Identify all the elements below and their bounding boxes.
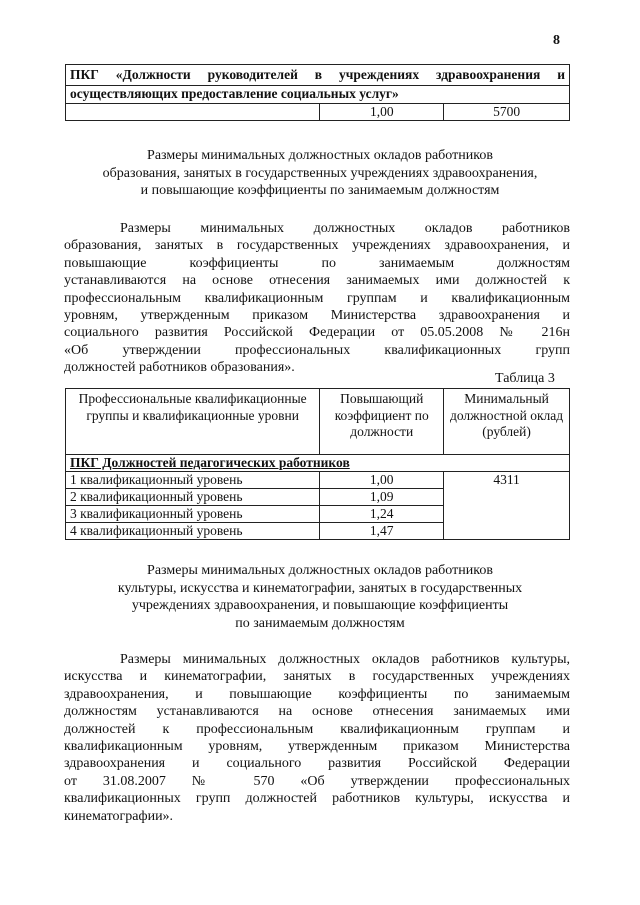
section2-paragraph-line: здравоохранения и социального развития Российской Федерации <box>64 756 570 772</box>
table3-row-level: 3 квалификационный уровень <box>66 506 320 523</box>
section2-paragraph-line: здравоохранения, и повышающие коэффициенты по занимаемым <box>64 686 570 702</box>
page-number: 8 <box>553 33 560 48</box>
section1-heading <box>60 147 580 200</box>
section2-paragraph-line: должностям устанавливаются на основе отнесения занимаемых ими <box>64 704 570 720</box>
top-table-salary: 5700 <box>444 104 570 121</box>
section1-paragraph-line: социального развития Российской Федерации от 05.05.2008 № 216н <box>64 325 570 341</box>
section2-paragraph-line: квалификационных групп должностей работников культуры, искусства и <box>64 791 570 807</box>
table3 <box>65 388 570 540</box>
section1-heading-line: Размеры минимальных должностных окладов работников <box>147 148 493 163</box>
table3-salary: 4311 <box>444 472 570 540</box>
table3-row-coefficient: 1,09 <box>320 489 444 506</box>
table3-row-level: 4 квалификационный уровень <box>66 523 320 540</box>
table3-header-salary: Минимальный должностной оклад (рублей) <box>444 389 570 455</box>
section2-heading-line: по занимаемым должностям <box>235 615 405 631</box>
section2-paragraph-line: Размеры минимальных должностных окладов работников культуры, <box>120 652 570 667</box>
section1-paragraph-line: устанавливаются на основе отнесения занимаемых ими должностей к <box>64 273 570 289</box>
section1-paragraph-line: Размеры минимальных должностных окладов работников <box>120 221 570 236</box>
section1-paragraph-line: должностей работников образования». <box>64 360 295 376</box>
section2-paragraph <box>64 651 570 825</box>
top-table-empty-cell <box>66 104 320 121</box>
section1-paragraph <box>64 220 570 377</box>
section1-paragraph-line: уровням, утвержденным приказом Министерства здравоохранения и <box>64 308 570 324</box>
section2-heading-line: Размеры минимальных должностных окладов работников <box>147 563 493 578</box>
table3-group-title: ПКГ Должностей педагогических работников <box>66 455 570 472</box>
table3-header-group: Профессиональные квалификационные группы и квалификационные уровни <box>66 389 320 455</box>
section1-paragraph-line: профессиональным квалификационным группам и квалификационным <box>64 290 570 306</box>
section1-heading-line: образования, занятых в государственных учреждениях здравоохранения, <box>102 165 538 181</box>
top-table-header-line1: ПКГ «Должности руководителей в учреждениях здравоохранения и <box>66 65 570 86</box>
section2-paragraph-line: квалификационным уровням, утвержденным приказом Министерства <box>64 739 570 755</box>
table3-row-level: 2 квалификационный уровень <box>66 489 320 506</box>
section2-paragraph-line: должностей к профессиональным квалификационным группам и <box>64 721 570 737</box>
table3-row-level: 1 квалификационный уровень <box>66 472 320 489</box>
table3-row-coefficient: 1,24 <box>320 506 444 523</box>
section1-paragraph-line: образования, занятых в государственных учреждениях здравоохранения, и <box>64 238 570 254</box>
table3-row-coefficient: 1,47 <box>320 523 444 540</box>
section1-paragraph-line: «Об утверждении профессиональных квалификационных групп <box>64 342 570 358</box>
section2-paragraph-line: от 31.08.2007 № 570 «Об утверждении профессиональных <box>64 773 570 789</box>
section2-paragraph-line: искусства и кинематографии, занятых в государственных учреждениях <box>64 669 570 685</box>
section2-heading-line: учреждениях здравоохранения, и повышающие коэффициенты <box>131 598 509 613</box>
top-table-coefficient: 1,00 <box>320 104 444 121</box>
section1-paragraph-line: повышающие коэффициенты по занимаемым должностям <box>64 255 570 271</box>
table3-header-coefficient: Повышающий коэффициент по должности <box>320 389 444 455</box>
section2-heading-line: культуры, искусства и кинематографии, занятых в государственных <box>117 580 523 596</box>
top-table-header-line2: осуществляющих предоставление социальных услуг» <box>66 86 570 104</box>
section1-heading-line: и повышающие коэффициенты по занимаемым должностям <box>140 183 500 198</box>
table3-caption: Таблица 3 <box>495 371 555 386</box>
section2-heading <box>60 562 580 632</box>
section2-paragraph-line: кинематографии». <box>64 808 174 824</box>
top-table <box>65 64 570 121</box>
table3-row-coefficient: 1,00 <box>320 472 444 489</box>
